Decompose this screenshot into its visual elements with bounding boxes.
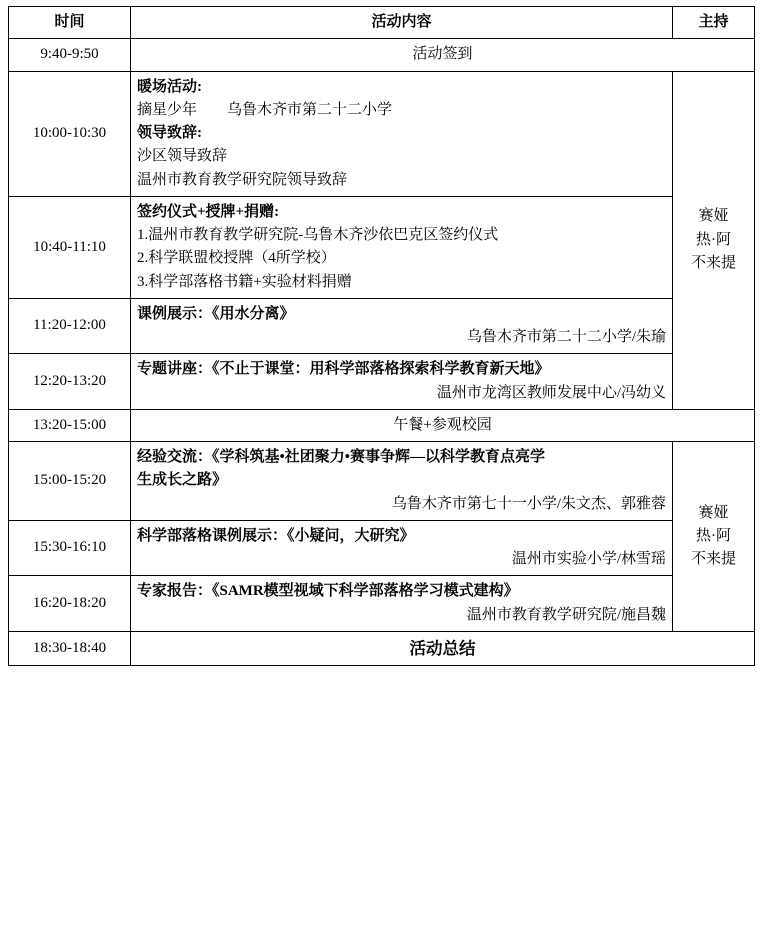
row-content: [131, 442, 673, 521]
host-line: 不来提: [690, 254, 736, 271]
table-header-row: [9, 7, 755, 39]
content-line: 签约仪式+授牌+捐赠:: [137, 203, 280, 220]
content-line: 3.科学部落格书籍+实验材料捐赠: [137, 273, 352, 290]
row-content: [131, 71, 673, 196]
table-row: [9, 576, 755, 632]
header-time: 时间: [9, 7, 131, 39]
content-line: 专家报告：《SAMR模型视域下科学部落格学习模式建构》: [137, 583, 519, 600]
header-host: 主持: [673, 7, 755, 39]
table-row: [9, 409, 755, 441]
content-line: 温州市教育教学研究院领导致辞: [137, 171, 348, 188]
row-content: [131, 354, 673, 410]
host-line: 不来提: [690, 551, 736, 567]
row-time: 9:40-9:50: [9, 39, 131, 71]
host-line: 赛娅: [698, 208, 729, 225]
content-line: 暖场活动:: [137, 78, 202, 95]
table-row: [9, 196, 755, 298]
content-line-presenter: 温州市龙湾区教师发展中心/冯幼义: [436, 384, 666, 401]
content-line: 专题讲座：《不止于课堂：用科学部落格探索科学教育新天地》: [137, 361, 550, 378]
host-line: 热·阿: [696, 231, 731, 248]
content-line: 领导致辞:: [137, 125, 202, 141]
content-line-presenter: 温州市实验小学/林雪瑶: [511, 551, 666, 567]
row-time: 11:20-12:00: [9, 298, 131, 354]
host-line: 赛娅: [698, 504, 729, 521]
row-time: 16:20-18:20: [9, 576, 131, 632]
content-line: 沙区领导致辞: [137, 148, 228, 165]
content-line: 1.温州市教育教学研究院-乌鲁木齐沙依巴克区签约仪式: [137, 227, 499, 243]
content-line: 2.科学联盟校授牌（4所学校）: [137, 250, 336, 267]
row-host: [673, 442, 755, 632]
row-content-full: 活动总结: [131, 631, 755, 666]
row-content-full: 活动签到: [131, 39, 755, 71]
host-line: 热·阿: [696, 527, 731, 544]
content-line: 摘星少年 乌鲁木齐市第二十二小学: [137, 101, 393, 118]
row-content: [131, 196, 673, 298]
row-time: 13:20-15:00: [9, 409, 131, 441]
content-line-presenter: 乌鲁木齐市第七十一小学/朱文杰、郭雅蓉: [391, 495, 666, 512]
table-row: [9, 354, 755, 410]
row-content: [131, 576, 673, 632]
row-content: [131, 520, 673, 576]
row-time: 10:40-11:10: [9, 196, 131, 298]
content-line-presenter: 温州市教育教学研究院/施昌魏: [466, 606, 666, 623]
content-line: 科学部落格课例展示：《小疑问，大研究》: [137, 527, 415, 544]
table-row: [9, 71, 755, 196]
schedule-table: [8, 6, 755, 666]
table-row: [9, 39, 755, 71]
row-time: 15:00-15:20: [9, 442, 131, 521]
content-line: 生成长之路》: [137, 472, 228, 489]
row-time: 18:30-18:40: [9, 631, 131, 666]
table-row: [9, 442, 755, 521]
row-content-full: 午餐+参观校园: [131, 409, 755, 441]
row-content: [131, 298, 673, 354]
table-row: [9, 298, 755, 354]
row-time: 12:20-13:20: [9, 354, 131, 410]
header-content: 活动内容: [131, 7, 673, 39]
table-row: [9, 631, 755, 666]
content-line: 课例展示：《用水分离》: [137, 305, 295, 322]
table-row: [9, 520, 755, 576]
row-time: 15:30-16:10: [9, 520, 131, 576]
content-line: 经验交流：《学科筑基•社团聚力•赛事争辉—以科学教育点亮学: [137, 449, 546, 465]
content-line-presenter: 乌鲁木齐市第二十二小学/朱瑜: [466, 329, 666, 345]
row-host: [673, 71, 755, 409]
row-time: 10:00-10:30: [9, 71, 131, 196]
